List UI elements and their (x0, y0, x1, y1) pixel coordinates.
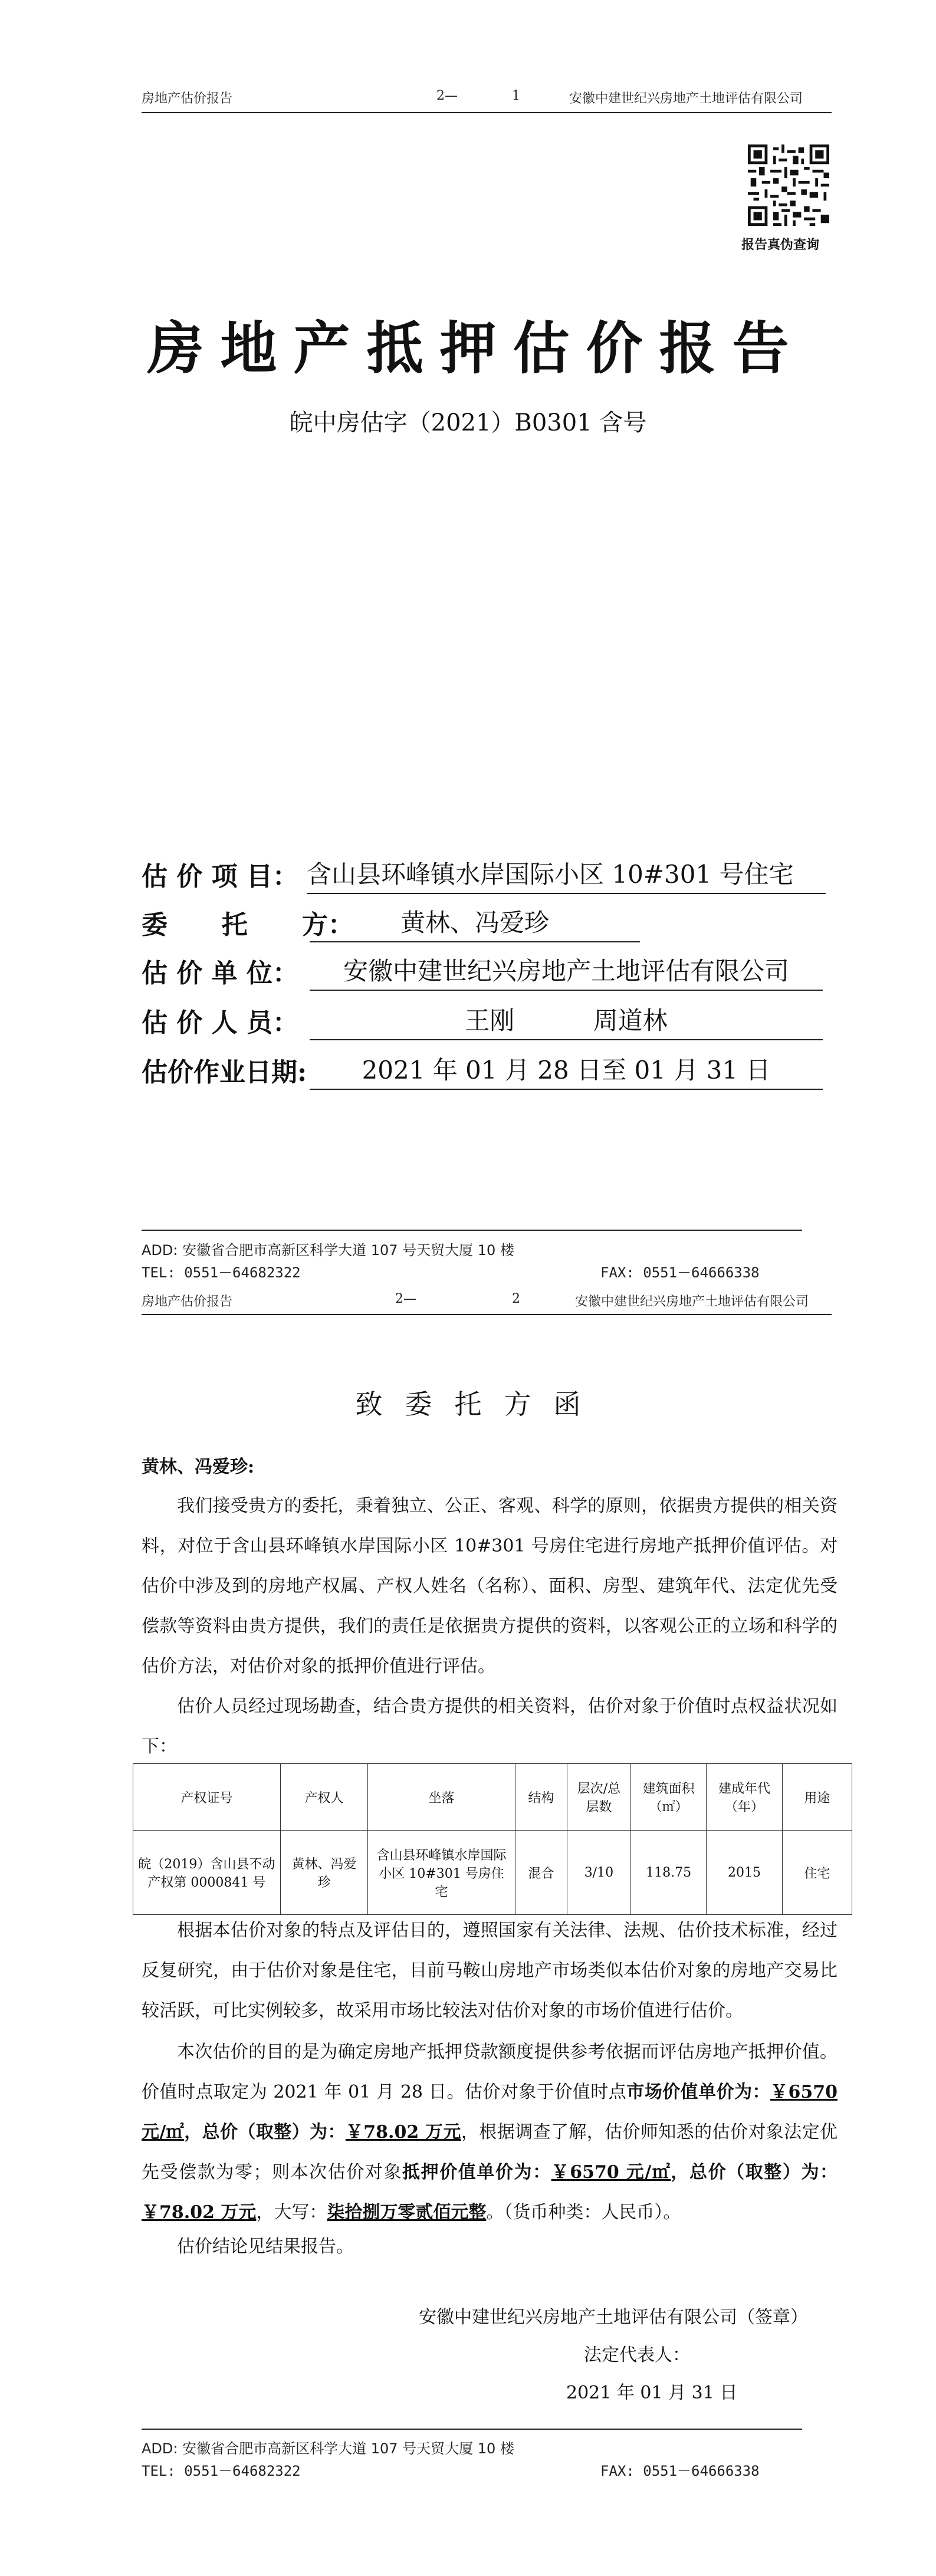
page1-header-left: 房地产估价报告 (142, 91, 233, 106)
table-cell: 黄林、冯爱珍 (280, 1831, 368, 1915)
page2-header-right: 安徽中建世纪兴房地产土地评估有限公司 (575, 1294, 809, 1309)
page2-footer-rule (142, 2429, 802, 2430)
mortgage-unit-price-value: ￥6570 元/㎡ (551, 2162, 671, 2183)
page1-header-right: 安徽中建世纪兴房地产土地评估有限公司 (569, 91, 803, 106)
table-cell: 2015 (707, 1831, 782, 1915)
page1-footer-fax: FAX: 0551－64666338 (600, 1264, 760, 1281)
signature-company: 安徽中建世纪兴房地产土地评估有限公司（签章） (419, 2307, 808, 2328)
document-number: 皖中房估字（2021）B0301 含号 (289, 409, 647, 436)
page1-header-page-num: 1 (512, 88, 520, 103)
field-value-project: 含山县环峰镇水岸国际小区 10#301 号住宅 (307, 855, 826, 894)
table-header-cell: 坐落 (368, 1764, 515, 1831)
table-header-cell: 用途 (782, 1764, 852, 1831)
letter-paragraph-4 (142, 2032, 838, 2233)
page1-header-rule (142, 112, 832, 113)
property-info-table (133, 1763, 852, 1915)
market-unit-price-value: ￥6570 元/㎡ (142, 2082, 838, 2143)
letter-paragraph-3: 根据本估价对象的特点及评估目的，遵照国家有关法律、法规、估价技术标准，经过反复研究，由于估价对象是住宅，目前马鞍山房地产市场类似本估价对象的房地产交易比较活跃，可比实例较多，故采用市场比较法对估价对象的市场价值进行估价。 (142, 1920, 838, 2021)
table-cell: 3/10 (567, 1831, 630, 1915)
mortgage-unit-price-label: 抵押价值单价为： (402, 2162, 551, 2183)
table-header-cell: 建成年代（年） (707, 1764, 782, 1831)
qr-caption: 报告真伪查询 (741, 238, 820, 252)
report-title: 房地产抵押估价报告 (147, 315, 806, 382)
field-client (142, 903, 826, 940)
field-label-appraisers: 估 价 人 员： (142, 1008, 298, 1038)
field-project (142, 855, 826, 892)
para4-text-6: 。（货币种类：人民币）。 (486, 2202, 681, 2223)
field-label-work-date: 估价作业日期: (142, 1057, 307, 1087)
table-cell: 住宅 (782, 1831, 852, 1915)
table-cell: 含山县环峰镇水岸国际小区 10#301 号房住宅 (368, 1831, 515, 1915)
field-value-work-date: 2021 年 01 月 28 日至 01 月 31 日 (310, 1051, 823, 1090)
letter-title: 致委托方函 (355, 1388, 603, 1420)
letter-paragraph-1: 我们接受贵方的委托，秉着独立、公正、客观、科学的原则，依据贵方提供的相关资料，对位于含山县环峰镇水岸国际小区 10#301 号房住宅进行房地产抵押价值评估。对估价中涉及到的房地产权属、产权人姓名（名称）、面积、房型、建筑年代、法定优先受偿款等资料由贵方提供，我们的责任是依据贵方提供的资料，以客观公正的立场和科学的估价方法，对估价对象的抵押价值进行评估。 (142, 1496, 838, 1677)
letter-paragraph-5: 估价结论见结果报告。 (177, 2236, 354, 2257)
letter-salutation: 黄林、冯爱珍: (142, 1457, 255, 1477)
mortgage-total-value: ￥78.02 万元 (142, 2202, 257, 2223)
field-value-appraisers: 王刚 周道林 (310, 1001, 823, 1040)
page2-header-left: 房地产估价报告 (142, 1294, 233, 1309)
signature-legal-rep: 法定代表人： (584, 2345, 690, 2365)
field-label-project: 估 价 项 目： (142, 862, 298, 892)
page1-footer-address: ADD: 安徽省合肥市高新区科学大道 107 号天贸大厦 10 楼 (142, 1242, 514, 1259)
para4-text-4: ，总价（取整）为： (671, 2162, 838, 2183)
page1-footer-rule (142, 1230, 802, 1231)
table-row (133, 1831, 852, 1915)
market-total-value: ￥78.02 万元 (345, 2122, 461, 2143)
field-value-client: 黄林、冯爱珍 (310, 903, 640, 942)
qr-code-icon[interactable] (748, 144, 829, 226)
page1-footer-tel: TEL: 0551－64682322 (142, 1264, 301, 1281)
field-value-unit: 安徽中建世纪兴房地产土地评估有限公司 (310, 952, 823, 991)
table-cell: 混合 (515, 1831, 567, 1915)
amount-in-words: 柒拾捌万零贰佰元整 (327, 2202, 487, 2223)
market-unit-price-label: 市场价值单价为： (626, 2082, 771, 2102)
signature-date: 2021 年 01 月 31 日 (566, 2383, 738, 2403)
letter-paragraph-2: 估价人员经过现场勘查，结合贵方提供的相关资料，估价对象于价值时点权益状况如下： (142, 1696, 838, 1757)
table-cell: 118.75 (630, 1831, 706, 1915)
field-label-client: 委 托 方： (142, 910, 354, 940)
page2-header-page-num: 2 (512, 1292, 520, 1306)
page2-footer-fax: FAX: 0551－64666338 (600, 2463, 760, 2479)
page2-footer-address: ADD: 安徽省合肥市高新区科学大道 107 号天贸大厦 10 楼 (142, 2440, 514, 2457)
page1-header-page-mark: 2— (436, 88, 458, 103)
page2-header-rule (142, 1314, 832, 1315)
field-appraiser-unit (142, 952, 826, 988)
table-header-cell: 产权人 (280, 1764, 368, 1831)
para4-text-2: ，总价（取整）为： (184, 2122, 346, 2143)
table-header-cell: 层次/总层数 (567, 1764, 630, 1831)
table-header-cell: 产权证号 (133, 1764, 281, 1831)
field-appraisers (142, 1001, 826, 1038)
page2-footer-tel: TEL: 0551－64682322 (142, 2463, 301, 2479)
page2-header-page-mark: 2— (395, 1292, 416, 1306)
para4-text-5: ，大写： (256, 2202, 327, 2223)
para4-text-3: ，根据调查了解，估价师知悉的估价对象法定优先受偿款为零；则本次估价对象 (142, 2122, 838, 2183)
table-header-cell: 结构 (515, 1764, 567, 1831)
table-cell: 皖（2019）含山县不动产权第 0000841 号 (133, 1831, 281, 1915)
para4-text-1: 本次估价的目的是为确定房地产抵押贷款额度提供参考依据而评估房地产抵押价值。价值时点取定为 2021 年 01 月 28 日。估价对象于价值时点 (142, 2042, 838, 2102)
field-label-unit: 估 价 单 位： (142, 958, 298, 988)
table-header-row (133, 1764, 852, 1831)
field-work-date (142, 1051, 826, 1087)
table-header-cell: 建筑面积（㎡） (630, 1764, 706, 1831)
